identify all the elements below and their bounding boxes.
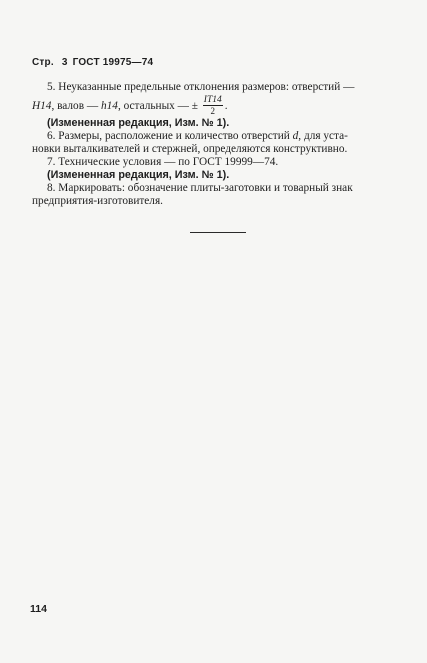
revision-note-1: (Измененная редакция, Изм. № 1). <box>47 117 230 129</box>
fraction-numerator: IT14 <box>203 95 222 105</box>
tolerance-fraction <box>203 95 223 116</box>
others-separator: , остальных — ± <box>117 100 198 113</box>
item-7: 7. Технические условия — по ГОСТ 19999—74. <box>47 156 279 168</box>
item-8-line-1: 8. Маркировать: обозначение плиты-заготовки и товарный знак <box>47 182 353 194</box>
shafts-separator: , валов — <box>51 100 99 113</box>
item-6-text-a: 6. Размеры, расположение и количество отверстий <box>47 130 290 142</box>
revision-note-2: (Измененная редакция, Изм. № 1). <box>47 169 230 181</box>
section-divider <box>190 232 246 233</box>
item-6-text-b: , для уста- <box>298 130 348 142</box>
item-6-line-2: новки выталкивателей и стержней, определяются конструктивно. <box>32 143 348 155</box>
item-5-end: . <box>224 100 228 113</box>
hole-tolerance: H14 <box>32 100 52 113</box>
page-number-footer: 114 <box>30 603 47 615</box>
item-5-line-2 <box>32 96 228 117</box>
fraction-denominator: 2 <box>210 106 215 116</box>
item-6-line-1 <box>47 129 348 143</box>
shaft-tolerance: h14 <box>101 100 118 113</box>
standard-code: ГОСТ 19975—74 <box>72 57 154 68</box>
page-label: Стр. <box>32 57 54 68</box>
page-header <box>32 57 153 68</box>
item-5-line-1: 5. Неуказанные предельные отклонения размеров: отверстий — <box>47 81 355 93</box>
item-8-line-2: предприятия-изготовителя. <box>32 195 163 207</box>
page-number-header: 3 <box>61 57 68 68</box>
variable-d: d <box>292 130 299 142</box>
